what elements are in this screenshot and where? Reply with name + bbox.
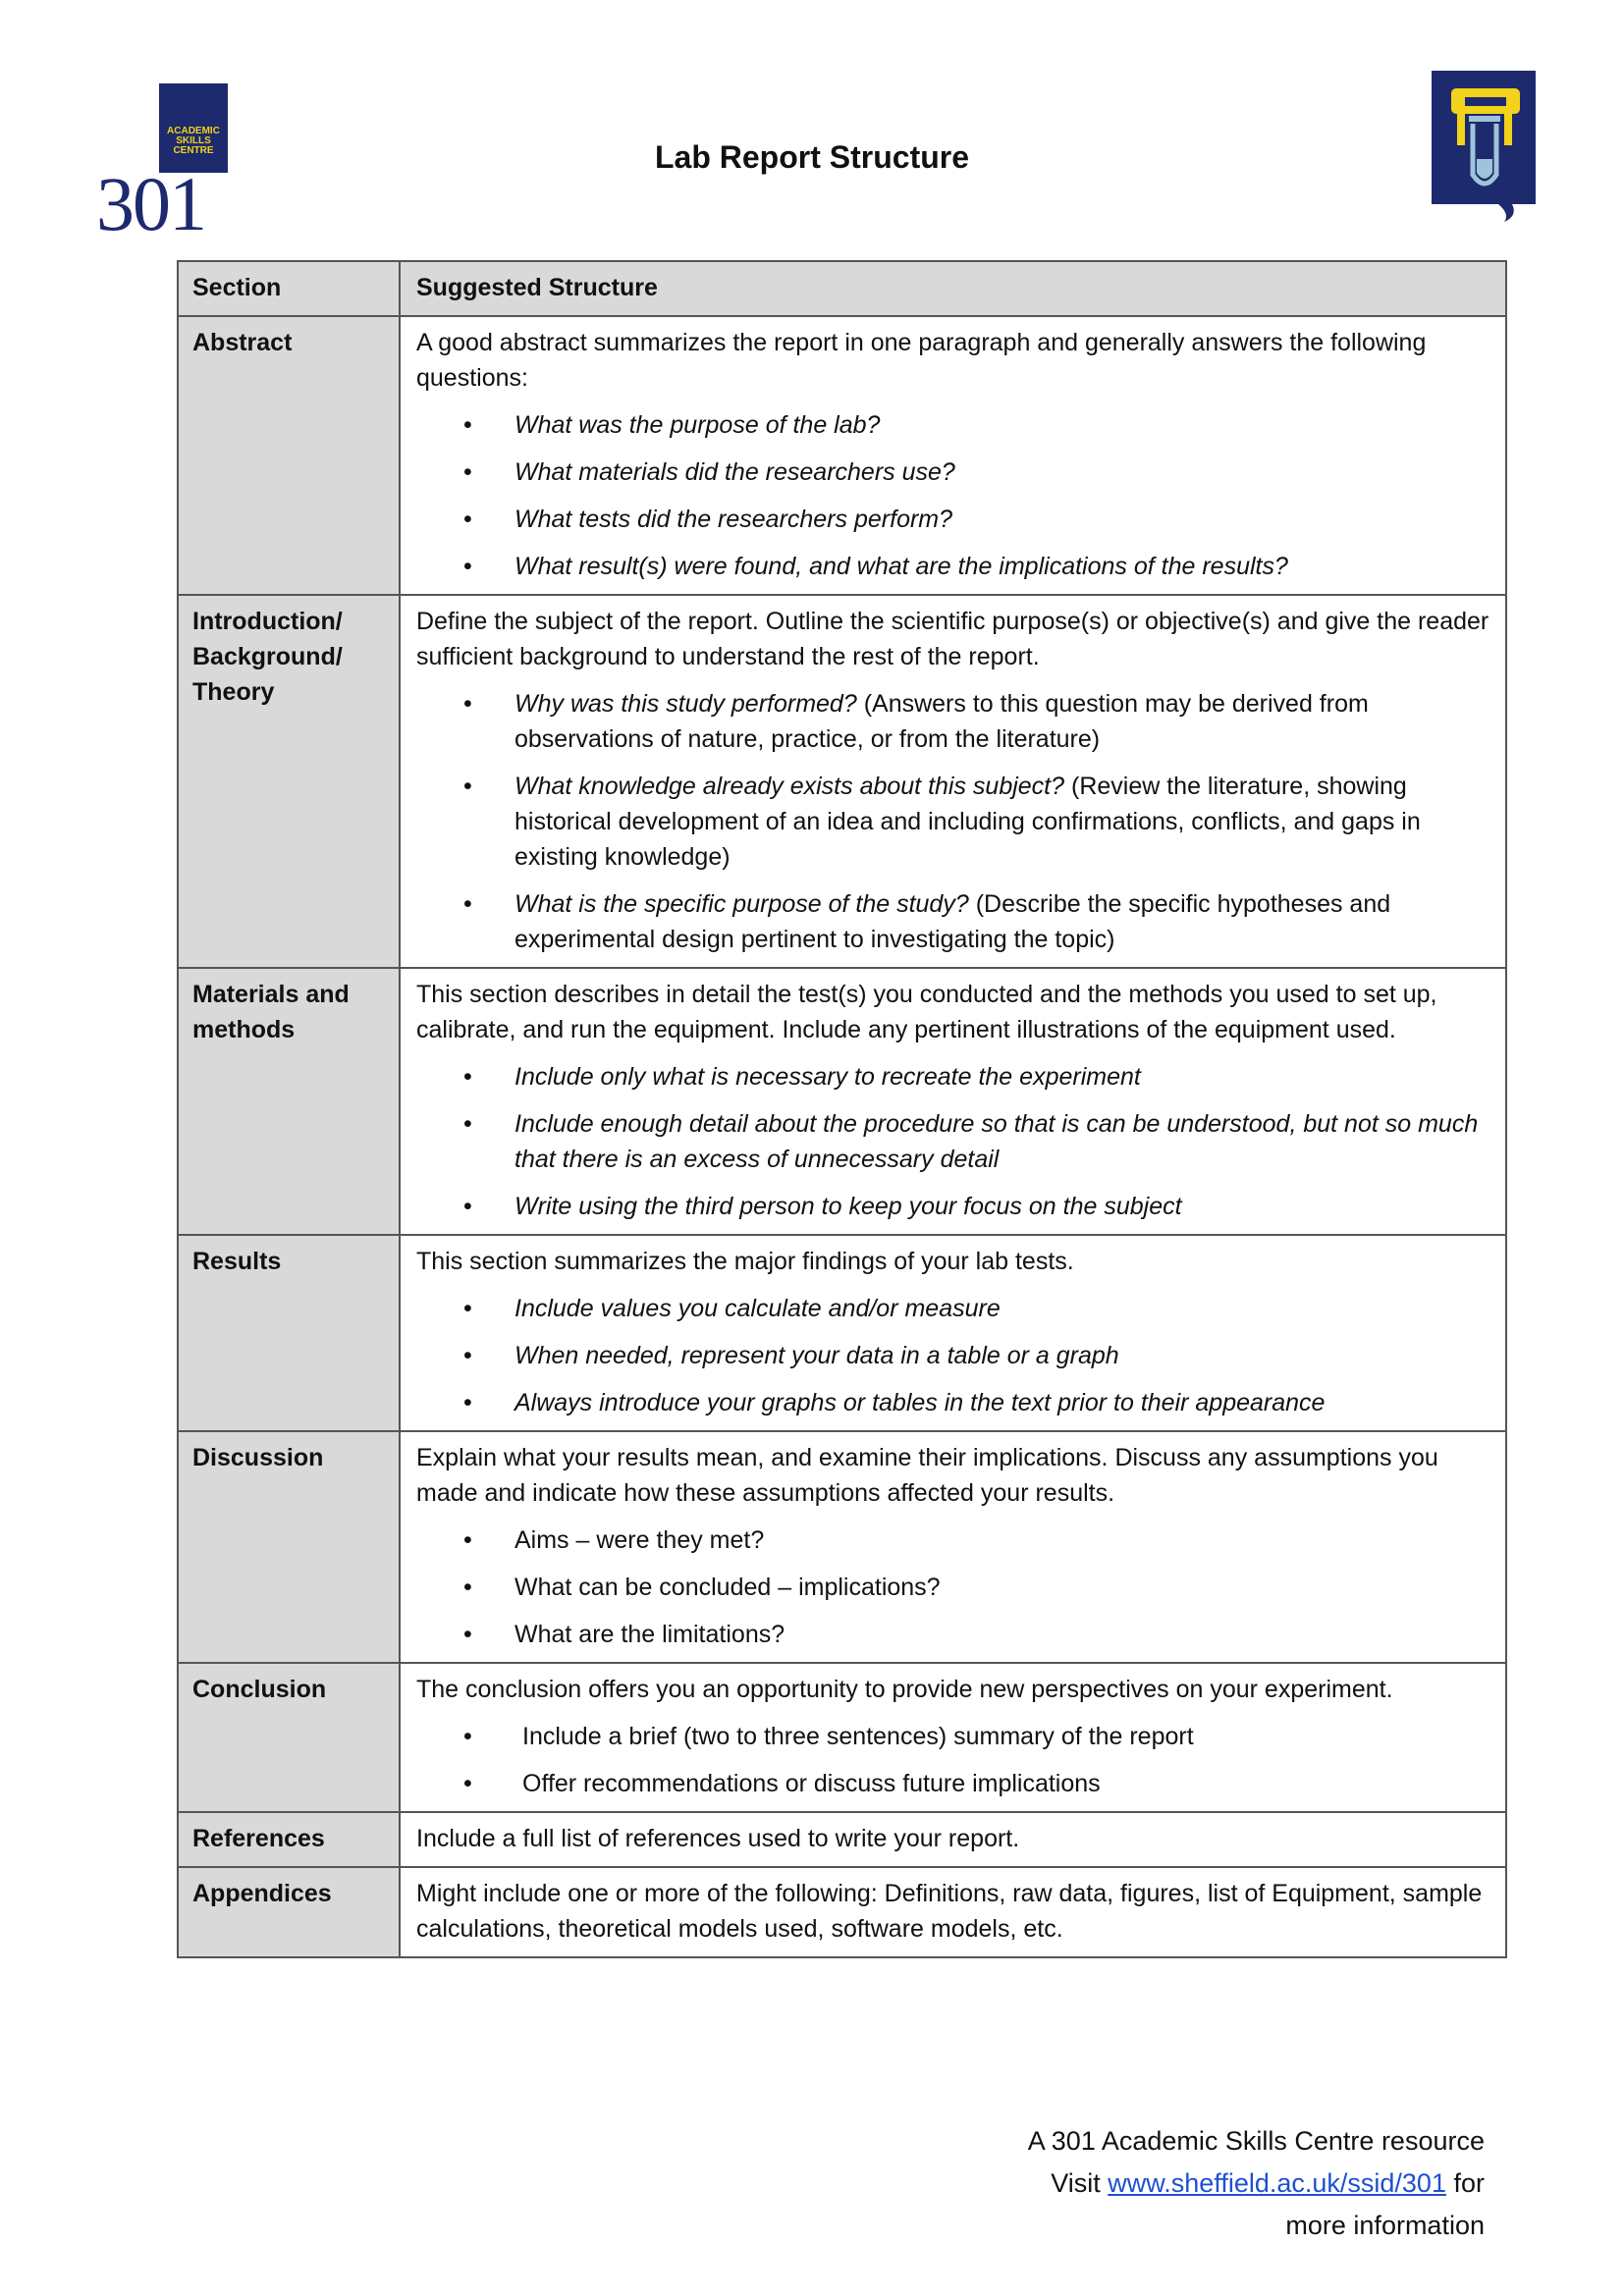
list-item: • Write using the third person to keep your focus on the subject bbox=[416, 1189, 1489, 1224]
list-item: • Offer recommendations or discuss future implications bbox=[416, 1766, 1489, 1801]
list-item: • Include only what is necessary to recreate the experiment bbox=[416, 1059, 1489, 1095]
row-discussion bbox=[178, 1431, 1506, 1663]
introduction-list bbox=[416, 686, 1489, 957]
structure-results bbox=[400, 1235, 1506, 1431]
page-title: Lab Report Structure bbox=[654, 139, 970, 175]
answer-text: (Describe the specific hypotheses and experimental design pertinent to investigating the topic) bbox=[514, 890, 1391, 953]
header-section: Section bbox=[178, 261, 400, 316]
footer-visit-text: Visit bbox=[1051, 2168, 1101, 2198]
list-item: • Aims – were they met? bbox=[416, 1522, 1489, 1558]
answer-text: (Answers to this question may be derived from observations of nature, practice, or from the literature) bbox=[514, 690, 1369, 753]
logo-number: 301 bbox=[96, 161, 205, 246]
abstract-intro: A good abstract summarizes the report in one paragraph and generally answers the following questions: bbox=[416, 329, 1427, 392]
lab-report-table bbox=[177, 260, 1507, 1958]
structure-discussion bbox=[400, 1431, 1506, 1663]
list-item: • What are the limitations? bbox=[416, 1617, 1489, 1652]
section-materials: Materials and methods bbox=[178, 968, 400, 1235]
list-item: • Include values you calculate and/or measure bbox=[416, 1291, 1489, 1326]
list-item: • What result(s) were found, and what are the implications of the results? bbox=[416, 549, 1489, 584]
results-list bbox=[416, 1291, 1489, 1420]
list-item: • What can be concluded – implications? bbox=[416, 1570, 1489, 1605]
conclusion-list bbox=[416, 1719, 1489, 1801]
materials-list bbox=[416, 1059, 1489, 1224]
row-references bbox=[178, 1812, 1506, 1867]
header-suggested-structure: Suggested Structure bbox=[400, 261, 1506, 316]
list-item: • What materials did the researchers use? bbox=[416, 454, 1489, 490]
question-text: Why was this study performed? bbox=[514, 690, 857, 718]
section-abstract: Abstract bbox=[178, 316, 400, 595]
question-text: What knowledge already exists about this subject? bbox=[514, 773, 1065, 800]
section-appendices: Appendices bbox=[178, 1867, 400, 1957]
discussion-list bbox=[416, 1522, 1489, 1652]
abstract-list bbox=[416, 407, 1489, 584]
list-item bbox=[416, 769, 1489, 875]
list-item: • Always introduce your graphs or tables in the text prior to their appearance bbox=[416, 1385, 1489, 1420]
footer-resource-line: A 301 Academic Skills Centre resource bbox=[1027, 2126, 1485, 2156]
list-item: • What tests did the researchers perform? bbox=[416, 502, 1489, 537]
section-results: Results bbox=[178, 1235, 400, 1431]
list-item: • Include a brief (two to three sentences) summary of the report bbox=[416, 1719, 1489, 1754]
list-item bbox=[416, 886, 1489, 957]
structure-conclusion bbox=[400, 1663, 1506, 1812]
conclusion-intro: The conclusion offers you an opportunity to provide new perspectives on your experiment. bbox=[416, 1676, 1393, 1703]
list-item: • Include enough detail about the procedure so that is can be understood, but not so much that there is an excess of unnecessary detail bbox=[416, 1106, 1489, 1177]
row-results bbox=[178, 1235, 1506, 1431]
section-introduction-label: Introduction/ Background/ Theory bbox=[192, 608, 343, 706]
footer-for-text: for bbox=[1453, 2168, 1485, 2198]
row-conclusion bbox=[178, 1663, 1506, 1812]
structure-introduction bbox=[400, 595, 1506, 968]
footer bbox=[1028, 2120, 1485, 2247]
row-appendices bbox=[178, 1867, 1506, 1957]
logo-badge-text: ACADEMIC SKILLS CENTRE bbox=[167, 126, 220, 156]
answer-text: (Review the literature, showing historical development of an idea and including confirmations, conflicts, and gaps in existing knowledge) bbox=[514, 773, 1421, 871]
section-introduction bbox=[178, 595, 400, 968]
list-item: • What was the purpose of the lab? bbox=[416, 407, 1489, 443]
results-intro: This section summarizes the major findings of your lab tests. bbox=[416, 1248, 1074, 1275]
list-item bbox=[416, 686, 1489, 757]
materials-intro: This section describes in detail the test(s) you conducted and the methods you used to set up, calibrate, and run the equipment. Include any pertinent illustrations of the equipment used. bbox=[416, 981, 1437, 1043]
table-header-row bbox=[178, 261, 1506, 316]
discussion-intro: Explain what your results mean, and examine their implications. Discuss any assumptions you made and indicate how these assumptions affected your results. bbox=[416, 1444, 1438, 1507]
row-materials bbox=[178, 968, 1506, 1235]
structure-abstract bbox=[400, 316, 1506, 595]
section-conclusion: Conclusion bbox=[178, 1663, 400, 1812]
structure-appendices: Might include one or more of the following: Definitions, raw data, figures, list of Equipment, sample calculations, theoretical models used, software models, etc. bbox=[400, 1867, 1506, 1957]
sheffield-301-link[interactable]: www.sheffield.ac.uk/ssid/301 bbox=[1108, 2168, 1446, 2198]
footer-visit-line bbox=[1028, 2163, 1485, 2205]
row-abstract bbox=[178, 316, 1506, 595]
section-references: References bbox=[178, 1812, 400, 1867]
row-introduction bbox=[178, 595, 1506, 968]
introduction-intro: Define the subject of the report. Outline the scientific purpose(s) or objective(s) and give the reader sufficient background to understand the rest of the report. bbox=[416, 608, 1489, 670]
section-discussion: Discussion bbox=[178, 1431, 400, 1663]
list-item: • When needed, represent your data in a table or a graph bbox=[416, 1338, 1489, 1373]
structure-materials bbox=[400, 968, 1506, 1235]
structure-references: Include a full list of references used to write your report. bbox=[400, 1812, 1506, 1867]
footer-info-line: more information bbox=[1285, 2211, 1485, 2240]
question-text: What is the specific purpose of the study? bbox=[514, 890, 969, 918]
